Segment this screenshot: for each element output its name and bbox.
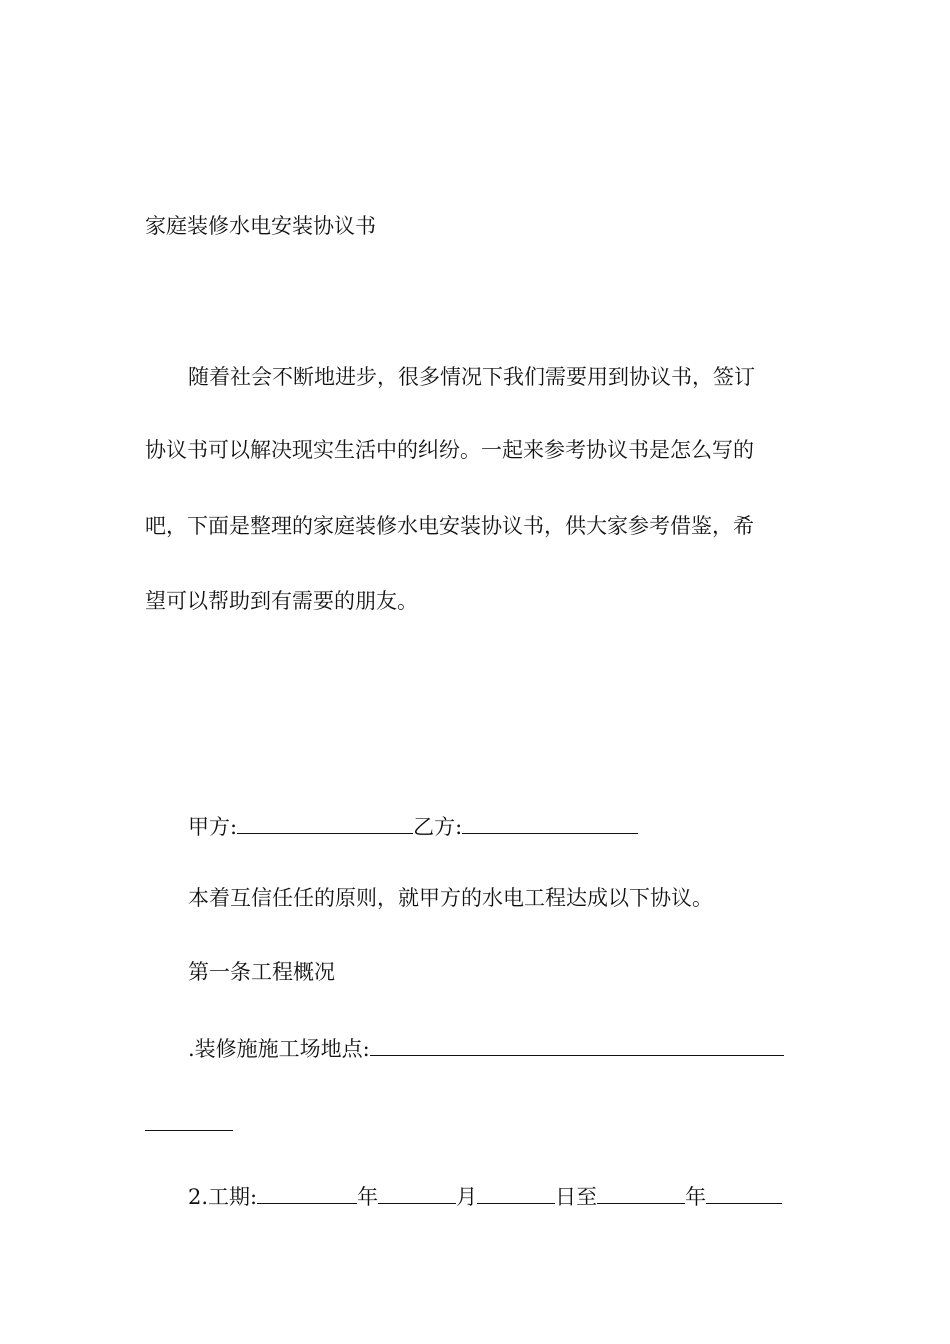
period-label: 2.工期:: [188, 1185, 258, 1209]
address-line: [188, 1034, 784, 1063]
month-label: 月: [456, 1185, 478, 1209]
start-month-blank: [378, 1182, 456, 1204]
start-day-blank: [477, 1182, 555, 1204]
intro-line-1: 随着社会不断地进步，很多情况下我们需要用到协议书，签订: [188, 365, 755, 389]
address-label: .装修施施工场地点:: [188, 1037, 370, 1061]
end-month-blank: [706, 1182, 782, 1204]
article-one-heading: 第一条工程概况: [188, 960, 335, 984]
start-year-blank: [257, 1182, 357, 1204]
principle-text: 本着互信任任的原则，就甲方的水电工程达成以下协议。: [188, 886, 713, 910]
year-label: 年: [357, 1185, 379, 1209]
party-a-blank: [237, 812, 413, 834]
address-blank-continuation: [145, 1130, 233, 1131]
end-year-blank: [597, 1182, 685, 1204]
document-title: 家庭装修水电安装协议书: [145, 214, 376, 238]
intro-line-3: 吧，下面是整理的家庭装修水电安装协议书，供大家参考借鉴，希: [145, 514, 754, 538]
day-to-label: 日至: [555, 1185, 598, 1209]
parties-line: [188, 812, 638, 841]
year2-label: 年: [685, 1185, 707, 1209]
party-b-label: 乙方:: [413, 815, 463, 839]
address-blank: [370, 1034, 784, 1056]
party-b-blank: [462, 812, 638, 834]
intro-line-4: 望可以帮助到有需要的朋友。: [145, 589, 418, 613]
period-line: [188, 1182, 782, 1211]
party-a-label: 甲方:: [188, 815, 238, 839]
intro-line-2: 协议书可以解决现实生活中的纠纷。一起来参考协议书是怎么写的: [145, 438, 754, 462]
